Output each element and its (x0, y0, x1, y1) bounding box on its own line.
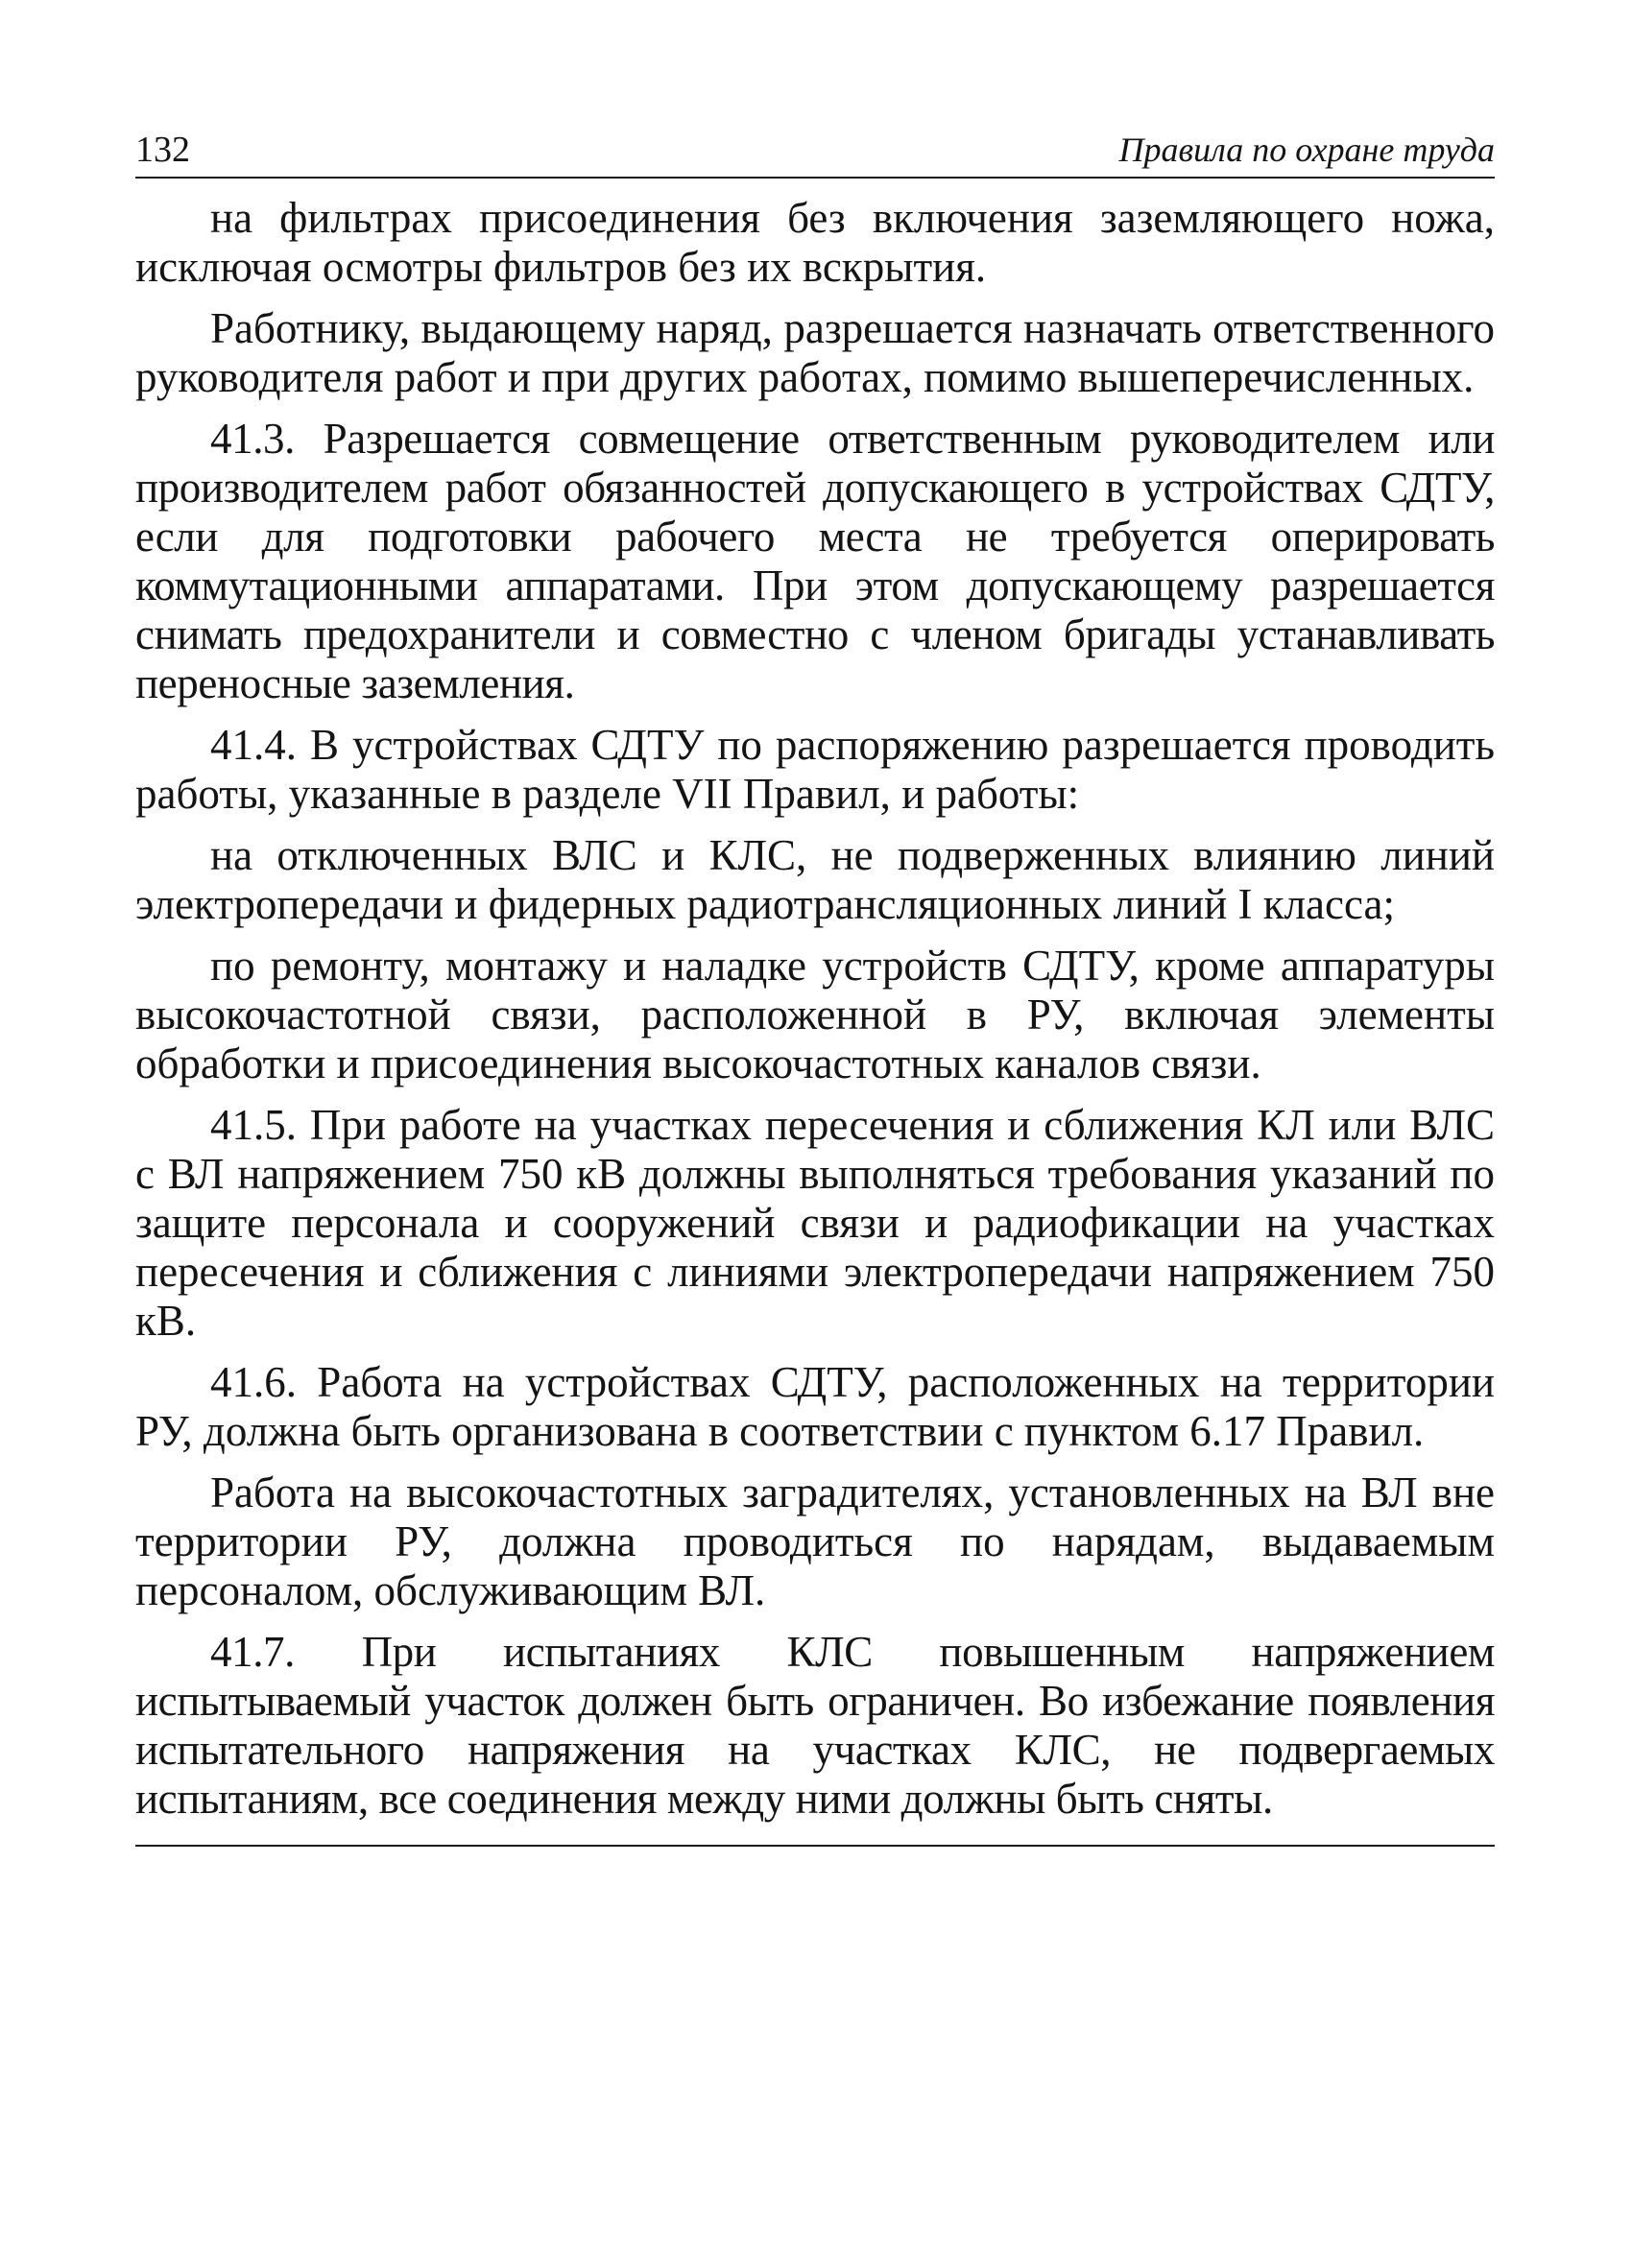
paragraph-hf-traps: Работа на высокочастотных заградителях, установленных на ВЛ вне территории РУ, должна проводиться по нарядам, выдаваемым персоналом, обслуживающим ВЛ. (135, 1468, 1495, 1614)
paragraph-41-4: 41.4. В устройствах СДТУ по распоряжению разрешается проводить работы, указанные в разделе VII Правил, и работы: (135, 721, 1495, 818)
paragraph-41-5: 41.5. При работе на участках пересечения и сближения КЛ или ВЛС с ВЛ напряжением 750 кВ должны выполняться требования указаний по защите персонала и сооружений связи и радиофикации на участках пересечения и сближения с линиями электропередачи напряжением 750 кВ. (135, 1101, 1495, 1345)
paragraph-41-6: 41.6. Работа на устройствах СДТУ, расположенных на территории РУ, должна быть организована в соответствии с пунктом 6.17 Правил. (135, 1358, 1495, 1455)
paragraph-issuer-appointment: Работнику, выдающему наряд, разрешается назначать ответственного руководителя работ и при других работах, помимо вышеперечисленных. (135, 304, 1495, 401)
page-number: 132 (135, 130, 190, 170)
paragraph-41-7: 41.7. При испытаниях КЛС повышенным напряжением испытываемый участок должен быть ограничен. Во избежание появления испытательного напряжения на участках КЛС, не подвергаемых испытаниям, все соединения между ними должны быть сняты. (135, 1628, 1495, 1823)
paragraph-repair-installation: по ремонту, монтажу и наладке устройств СДТУ, кроме аппаратуры высокочастотной связи, расположенной в РУ, включая элементы обработки и присоединения высокочастотных каналов связи. (135, 942, 1495, 1087)
book-title: Правила по охране труда (1118, 131, 1495, 169)
document-page (135, 127, 1495, 1847)
bottom-rule (135, 1845, 1495, 1847)
running-header (135, 127, 1495, 179)
paragraph-41-3: 41.3. Разрешается совмещение ответственным руководителем или производителем работ обязанностей допускающего в устройствах СДТУ, если для подготовки рабочего места не требуется оперировать коммутационными аппаратами. При этом допускающему разрешается снимать предохранители и совместно с членом бригады устанавливать переносные заземления. (135, 415, 1495, 707)
paragraph-filters-continuation: на фильтрах присоединения без включения заземляющего ножа, исключая осмотры фильтров без их вскрытия. (135, 194, 1495, 291)
body-text (135, 194, 1495, 1824)
paragraph-disconnected-lines: на отключенных ВЛС и КЛС, не подверженных влиянию линий электропередачи и фидерных радиотрансляционных линий I класса; (135, 831, 1495, 928)
